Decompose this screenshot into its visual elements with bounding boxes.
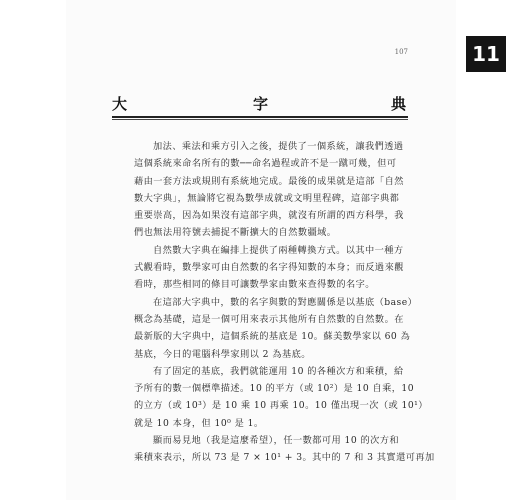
text-line: 最新版的大字典中，這個系統的基底是 10。蘇美數學家以 60 為 bbox=[134, 331, 411, 343]
text-line: 顯而易見地（我是這麼希望），任一數都可用 10 的次方和 bbox=[153, 435, 400, 447]
title-char-2: 字 bbox=[253, 95, 269, 113]
text-line: 在這部大字典中，數的名字與數的對應關係是以基底（base） bbox=[153, 296, 418, 308]
text-line: 基底，今日的電腦科學家則以 2 為基底。 bbox=[134, 348, 311, 360]
title-char-1: 大 bbox=[112, 95, 128, 113]
body-text bbox=[134, 138, 435, 467]
paragraph-1 bbox=[134, 138, 404, 242]
page-number: 107 bbox=[394, 48, 408, 56]
text-line: 乘積來表示，所以 73 是 7 × 10¹ + 3。其中的 7 和 3 其實還可再加 bbox=[134, 452, 435, 464]
title-rule-thick bbox=[112, 116, 408, 118]
text-line: 加法、乘法和乘方引入之後，提供了一個系統，讓我們透過 bbox=[153, 141, 404, 152]
text-line: 藉由一套方法或規則有系統地完成。最後的成果就是這部「自然 bbox=[134, 175, 404, 187]
text-line: 重要崇高，因為如果沒有這部字典，就沒有所謂的西方科學，我 bbox=[134, 210, 404, 222]
paragraph-5 bbox=[134, 432, 435, 467]
text-line: 有了固定的基底，我們就能運用 10 的各種次方和乘積，給 bbox=[153, 365, 404, 377]
text-line: 們也無法用符號去捕捉不斷擴大的自然數疆域。 bbox=[134, 227, 337, 239]
text-line: 這個系統來命名所有的數──命名過程或許不是一蹴可幾，但可 bbox=[134, 158, 397, 170]
text-line: 數大字典」，無論將它視為數學成就或文明里程碑，這部字典都 bbox=[134, 192, 400, 204]
paragraph-4 bbox=[134, 363, 428, 432]
text-line: 式觀看時，數學家可由自然數的名字得知數的本身；而反過來觀 bbox=[134, 262, 404, 274]
paragraph-3 bbox=[134, 294, 418, 363]
title-rule-thin bbox=[112, 119, 408, 120]
title-char-3: 典 bbox=[391, 95, 407, 113]
text-line: 就是 10 本身，但 10⁰ 是 1。 bbox=[134, 417, 264, 429]
text-line: 看時，那些相同的條目可讓數學家由數來查得數的名字。 bbox=[134, 279, 375, 291]
section-title bbox=[112, 93, 408, 113]
text-line: 概念為基礎，這是一個可用來表示其他所有自然數的自然數。在 bbox=[134, 313, 404, 325]
text-line: 的立方（或 10³）是 10 乘 10 再乘 10。10 僅出現一次（或 10¹） bbox=[134, 400, 428, 412]
text-line: 自然數大字典在編排上提供了兩種轉換方式。以其中一種方 bbox=[153, 244, 404, 256]
chapter-tab: 11 bbox=[466, 36, 506, 72]
paragraph-2 bbox=[134, 242, 404, 294]
text-line: 予所有的數一個標準描述。10 的平方（或 10²）是 10 自乘，10 bbox=[134, 383, 415, 395]
